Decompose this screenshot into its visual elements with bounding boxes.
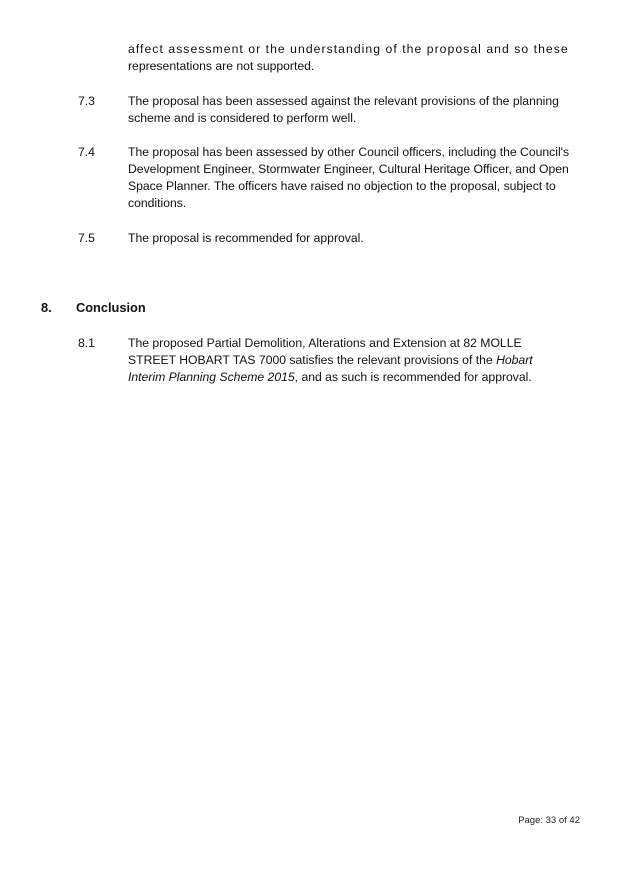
section-heading: Conclusion xyxy=(76,300,146,315)
item-8-1-line-2-text: STREET HOBART TAS 7000 satisfies the relevant provisions of the xyxy=(128,353,497,367)
item-text-8-1 xyxy=(128,335,578,386)
planning-scheme-title-part-2: Interim Planning Scheme 2015 xyxy=(128,370,295,384)
item-number-7-5: 7.5 xyxy=(78,231,95,245)
item-7-4-line: The proposal has been assessed by other Council officers, including the Council's xyxy=(128,145,570,159)
page-number-footer: Page: 33 of 42 xyxy=(518,815,580,826)
item-number-7-4: 7.4 xyxy=(78,145,95,159)
continuation-line-2: representations are not supported. xyxy=(128,59,315,73)
planning-scheme-title-part-1: Hobart xyxy=(496,353,533,367)
item-text-7-5 xyxy=(128,230,578,247)
item-7-4-line: conditions. xyxy=(128,196,187,210)
item-7-4-line: Space Planner. The officers have raised no objection to the proposal, subject to xyxy=(128,179,556,193)
item-7-5-line: The proposal is recommended for approval. xyxy=(128,231,364,245)
item-7-3-line: scheme and is considered to perform well. xyxy=(128,111,357,125)
continuation-paragraph xyxy=(128,41,578,75)
item-text-7-4 xyxy=(128,144,578,212)
item-8-1-line-3-text: , and as such is recommended for approval. xyxy=(294,370,532,384)
item-number-7-3: 7.3 xyxy=(78,94,95,108)
item-text-7-3 xyxy=(128,93,578,127)
continuation-line-1: affect assessment or the understanding of the proposal and so these xyxy=(128,42,569,56)
item-7-3-line: The proposal has been assessed against the relevant provisions of the planning xyxy=(128,94,559,108)
item-number-8-1: 8.1 xyxy=(78,336,95,350)
item-8-1-line-3 xyxy=(128,369,578,386)
item-8-1-line-1: The proposed Partial Demolition, Alterations and Extension at 82 MOLLE xyxy=(128,336,522,350)
section-number: 8. xyxy=(41,300,52,315)
item-8-1-line-2 xyxy=(128,352,578,369)
item-7-4-line: Development Engineer, Stormwater Engineer, Cultural Heritage Officer, and Open xyxy=(128,162,569,176)
